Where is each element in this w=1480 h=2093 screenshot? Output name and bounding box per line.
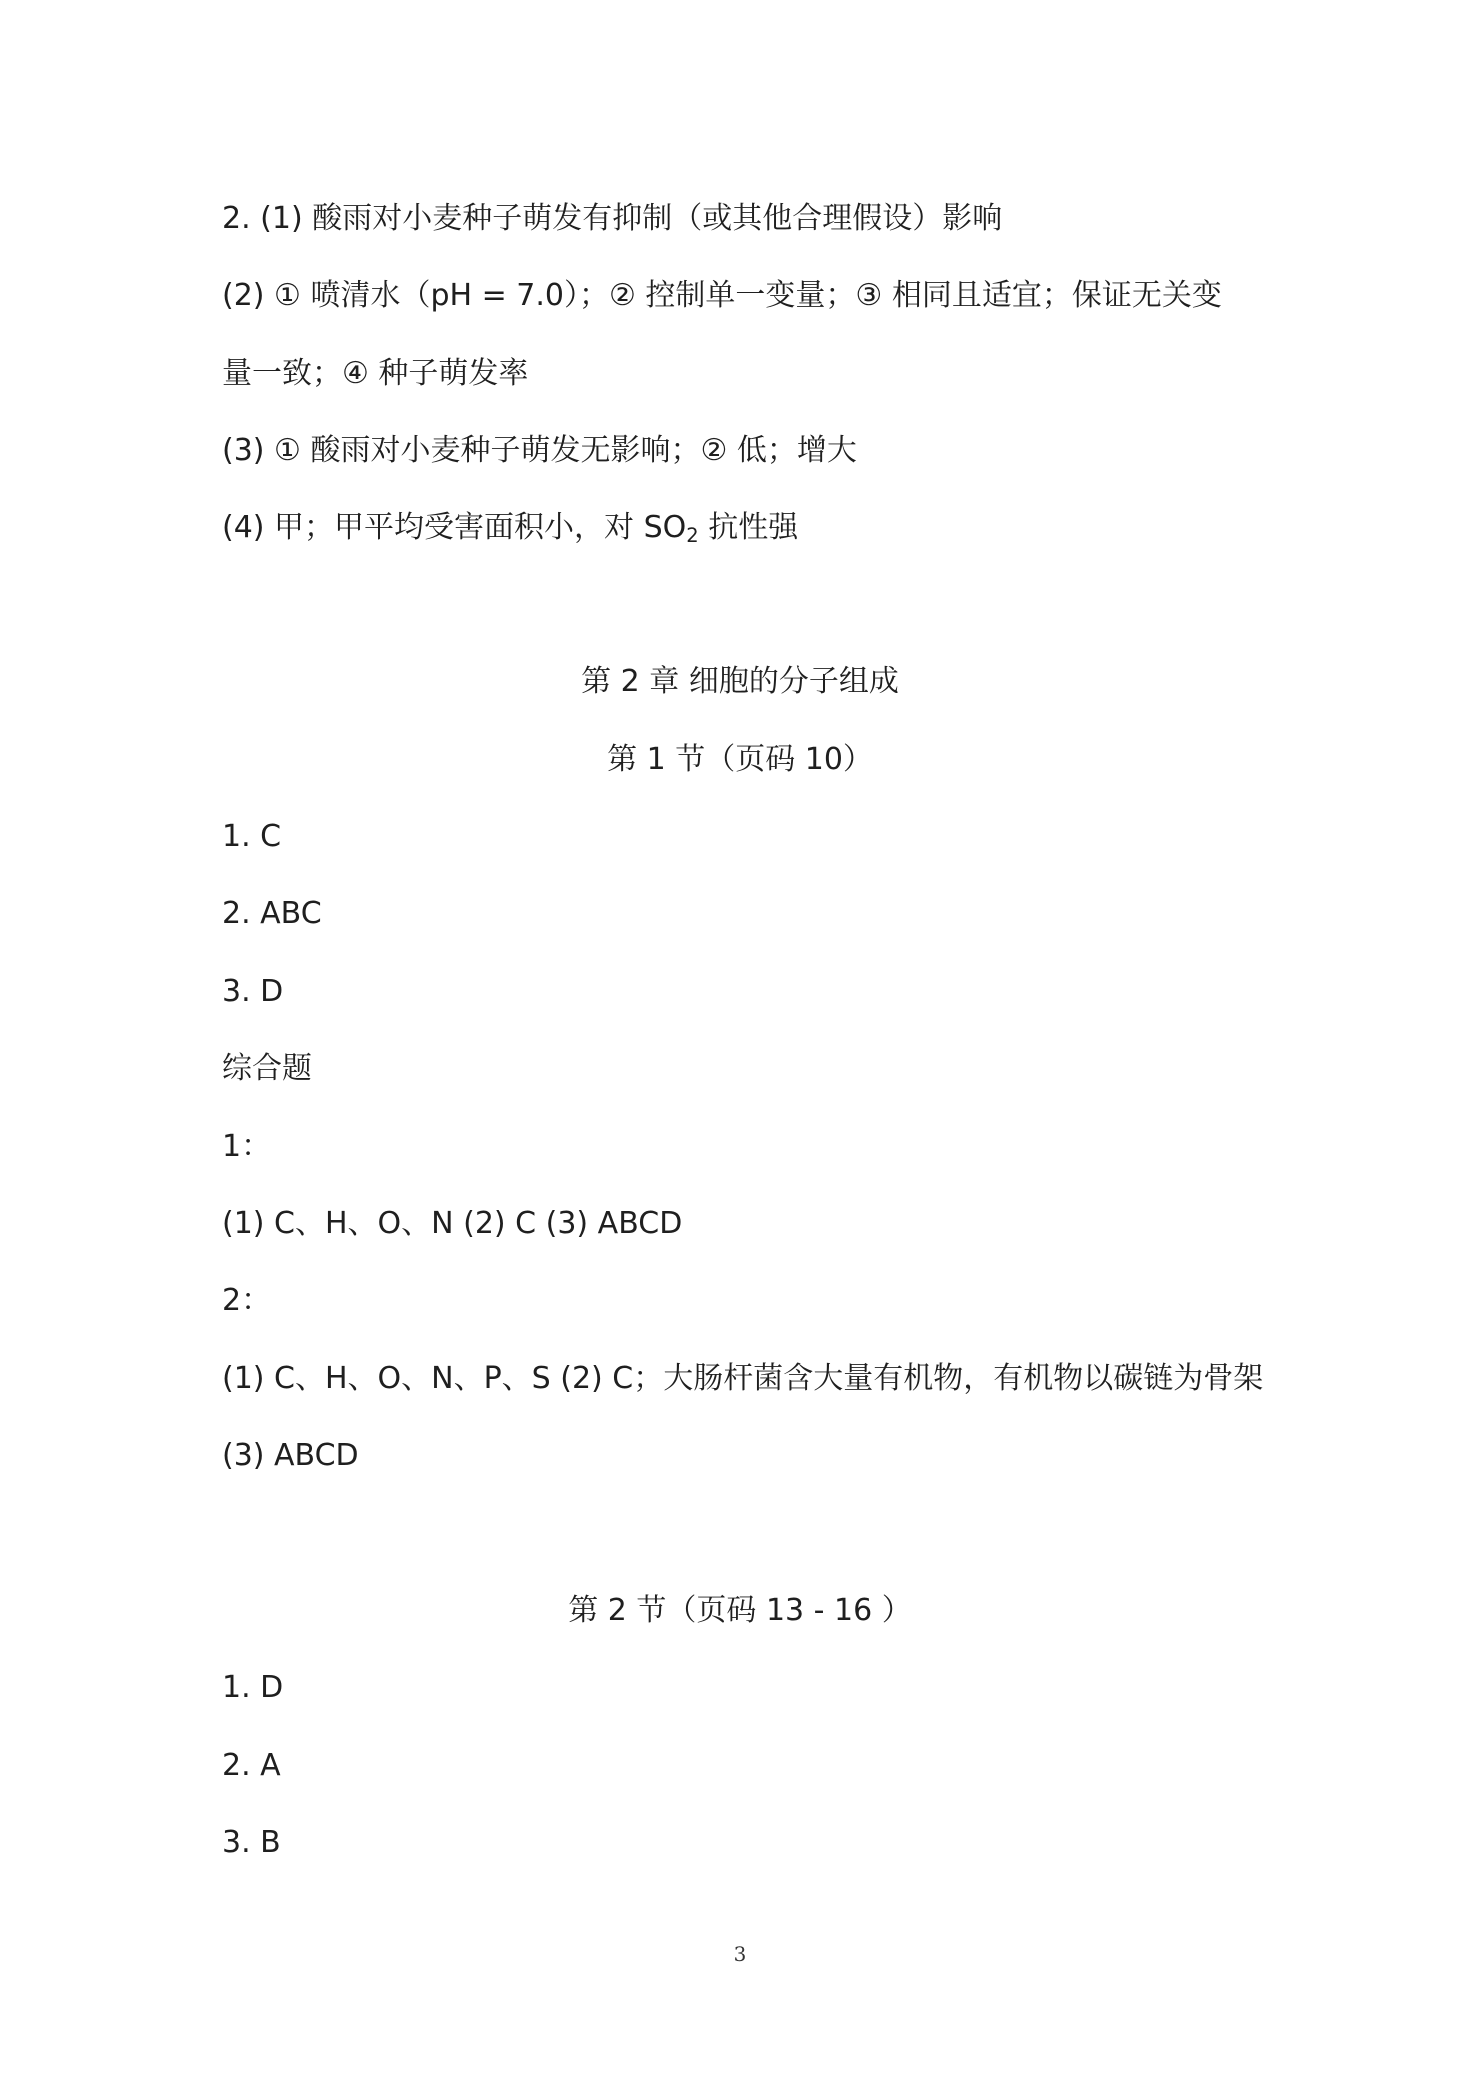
answer-line: 3. B [222,1825,281,1860]
answer-line-so2 [222,508,798,556]
answer-line: 2： [222,1283,272,1318]
so2-subscript: 2 [686,523,699,547]
answer-line: 1. C [222,819,282,854]
answer-line: 1. D [222,1670,284,1705]
answer-line: 2. (1) 酸雨对小麦种子萌发有抑制（或其他合理假设）影响 [222,201,1003,236]
page-number: 3 [733,1942,747,1966]
answer-line: (1) C、H、O、N、P、S (2) C；大肠杆菌含大量有机物，有机物以碳链为骨架 [222,1361,1264,1396]
answer-line: 2. A [222,1748,281,1783]
answer-line: (2) ① 喷清水（pH = 7.0）；② 控制单一变量；③ 相同且适宜；保证无关变 [222,278,1222,313]
so2-suffix: 抗性强 [698,510,799,545]
section-title: 第 2 节（页码 13 - 16 ） [568,1593,912,1628]
answer-line: 1： [222,1129,272,1164]
answer-line: 2. ABC [222,896,322,931]
answer-line: 量一致；④ 种子萌发率 [222,356,529,391]
so2-prefix: (4) 甲；甲平均受害面积小，对 SO [222,510,687,545]
answer-line: (3) ① 酸雨对小麦种子萌发无影响；② 低；增大 [222,433,857,468]
answer-line: 3. D [222,974,284,1009]
section-title: 第 1 节（页码 10） [607,742,873,777]
answer-line: (3) ABCD [222,1438,359,1473]
chapter-title: 第 2 章 细胞的分子组成 [581,664,899,699]
answer-line: (1) C、H、O、N (2) C (3) ABCD [222,1206,683,1241]
answer-line: 综合题 [222,1051,312,1086]
